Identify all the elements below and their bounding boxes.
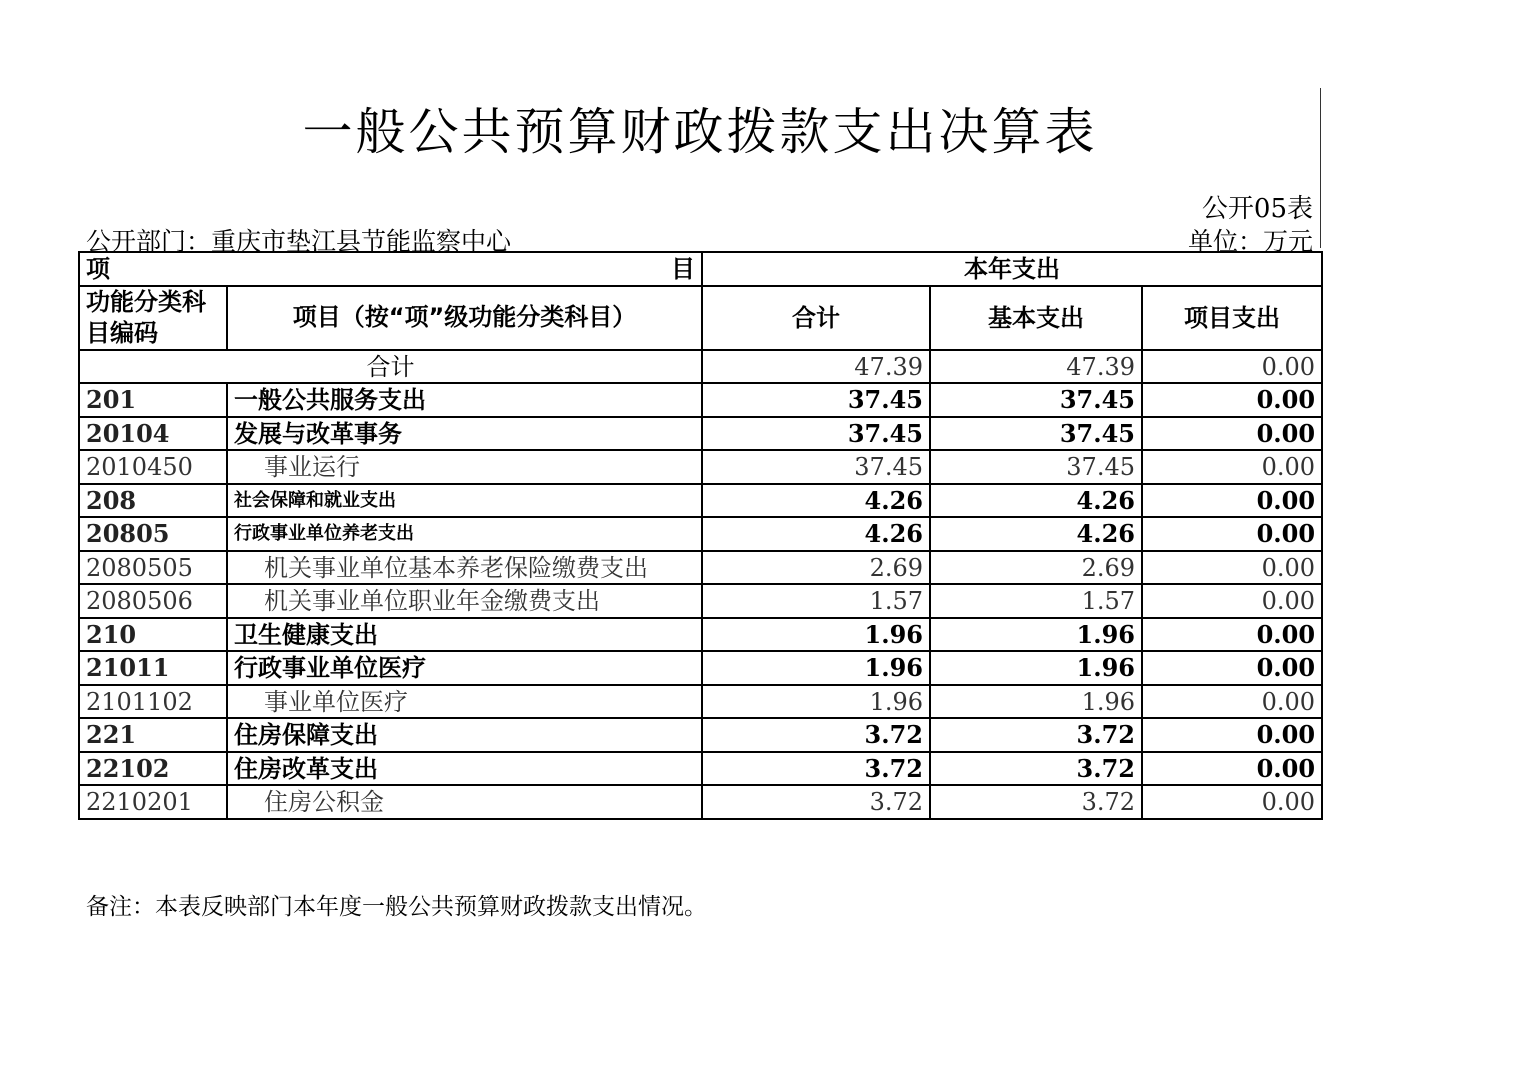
- row-total: 37.45: [702, 417, 930, 451]
- row-code: 2101102: [79, 685, 227, 719]
- row-code: 208: [79, 484, 227, 518]
- table-row: [79, 383, 1322, 417]
- row-code: 201: [79, 383, 227, 417]
- table-row: [79, 584, 1322, 618]
- row-project: 0.00: [1142, 785, 1322, 819]
- row-basic: 4.26: [930, 517, 1142, 551]
- row-project: 0.00: [1142, 484, 1322, 518]
- department-label: 公开部门：重庆市垫江县节能监察中心: [86, 227, 512, 256]
- row-code: 2080505: [79, 551, 227, 585]
- row-total: 1.96: [702, 618, 930, 652]
- row-name: 住房公积金: [227, 785, 702, 819]
- row-basic: 1.96: [930, 651, 1142, 685]
- row-project: 0.00: [1142, 417, 1322, 451]
- row-project: 0.00: [1142, 383, 1322, 417]
- current-year-header: 本年支出: [702, 252, 1322, 286]
- row-name: 社会保障和就业支出: [227, 484, 702, 518]
- row-code: 2080506: [79, 584, 227, 618]
- row-project: 0.00: [1142, 685, 1322, 719]
- unit-label: 单位：万元: [1187, 227, 1313, 256]
- table-row: [79, 785, 1322, 819]
- row-name: 住房保障支出: [227, 718, 702, 752]
- form-number: 公开05表: [1201, 194, 1313, 224]
- row-basic: 37.45: [930, 417, 1142, 451]
- total-column-header: 合计: [702, 286, 930, 350]
- row-project: 0.00: [1142, 618, 1322, 652]
- row-name: 行政事业单位医疗: [227, 651, 702, 685]
- row-code: 2010450: [79, 450, 227, 484]
- table-row: [79, 450, 1322, 484]
- row-basic: 1.57: [930, 584, 1142, 618]
- row-total: 37.45: [702, 450, 930, 484]
- header-row-1: [79, 252, 1322, 286]
- row-name: 机关事业单位职业年金缴费支出: [227, 584, 702, 618]
- row-project: 0.00: [1142, 450, 1322, 484]
- row-basic: 3.72: [930, 785, 1142, 819]
- item-header-left: 项: [86, 254, 110, 283]
- row-project: 0.00: [1142, 584, 1322, 618]
- row-total: 1.96: [702, 651, 930, 685]
- expenditure-table: [78, 251, 1323, 820]
- project-column-header: 项目支出: [1142, 286, 1322, 350]
- table-row: [79, 651, 1322, 685]
- row-basic: 4.26: [930, 484, 1142, 518]
- row-name: 卫生健康支出: [227, 618, 702, 652]
- row-code: 22102: [79, 752, 227, 786]
- footnote: 备注：本表反映部门本年度一般公共预算财政拨款支出情况。: [86, 894, 707, 920]
- row-code: 21011: [79, 651, 227, 685]
- name-column-header: 项目（按“项”级功能分类科目）: [227, 286, 702, 350]
- row-name: 事业运行: [227, 450, 702, 484]
- row-basic: 3.72: [930, 718, 1142, 752]
- row-total: 4.26: [702, 517, 930, 551]
- code-column-header: 功能分类科目编码: [79, 286, 227, 350]
- total-row-basic: 47.39: [930, 350, 1142, 384]
- table-row: [79, 752, 1322, 786]
- table-row: [79, 718, 1322, 752]
- row-code: 20104: [79, 417, 227, 451]
- row-total: 4.26: [702, 484, 930, 518]
- table-row: [79, 551, 1322, 585]
- row-name: 住房改革支出: [227, 752, 702, 786]
- item-header-right: 目: [671, 254, 695, 283]
- page-title: 一般公共预算财政拨款支出决算表: [302, 103, 1098, 161]
- table-row: [79, 417, 1322, 451]
- row-total: 1.96: [702, 685, 930, 719]
- table-row: [79, 484, 1322, 518]
- row-basic: 1.96: [930, 618, 1142, 652]
- row-name: 事业单位医疗: [227, 685, 702, 719]
- row-basic: 2.69: [930, 551, 1142, 585]
- row-code: 210: [79, 618, 227, 652]
- row-name: 发展与改革事务: [227, 417, 702, 451]
- row-name: 一般公共服务支出: [227, 383, 702, 417]
- row-project: 0.00: [1142, 752, 1322, 786]
- row-basic: 37.45: [930, 450, 1142, 484]
- row-basic: 37.45: [930, 383, 1142, 417]
- row-name: 行政事业单位养老支出: [227, 517, 702, 551]
- row-code: 20805: [79, 517, 227, 551]
- row-total: 3.72: [702, 752, 930, 786]
- right-border-line: [1320, 88, 1321, 248]
- item-header: [79, 252, 702, 286]
- row-code: 2210201: [79, 785, 227, 819]
- table-row: [79, 685, 1322, 719]
- data-rows: [79, 383, 1322, 819]
- total-row: [79, 350, 1322, 384]
- row-total: 3.72: [702, 718, 930, 752]
- row-total: 2.69: [702, 551, 930, 585]
- row-name: 机关事业单位基本养老保险缴费支出: [227, 551, 702, 585]
- row-project: 0.00: [1142, 718, 1322, 752]
- row-basic: 1.96: [930, 685, 1142, 719]
- table-row: [79, 618, 1322, 652]
- row-total: 1.57: [702, 584, 930, 618]
- row-total: 3.72: [702, 785, 930, 819]
- row-project: 0.00: [1142, 551, 1322, 585]
- table-row: [79, 517, 1322, 551]
- total-row-total: 47.39: [702, 350, 930, 384]
- total-row-project: 0.00: [1142, 350, 1322, 384]
- row-code: 221: [79, 718, 227, 752]
- row-total: 37.45: [702, 383, 930, 417]
- basic-column-header: 基本支出: [930, 286, 1142, 350]
- row-project: 0.00: [1142, 651, 1322, 685]
- row-basic: 3.72: [930, 752, 1142, 786]
- header-row-2: [79, 286, 1322, 350]
- row-project: 0.00: [1142, 517, 1322, 551]
- total-row-label: 合计: [79, 350, 702, 384]
